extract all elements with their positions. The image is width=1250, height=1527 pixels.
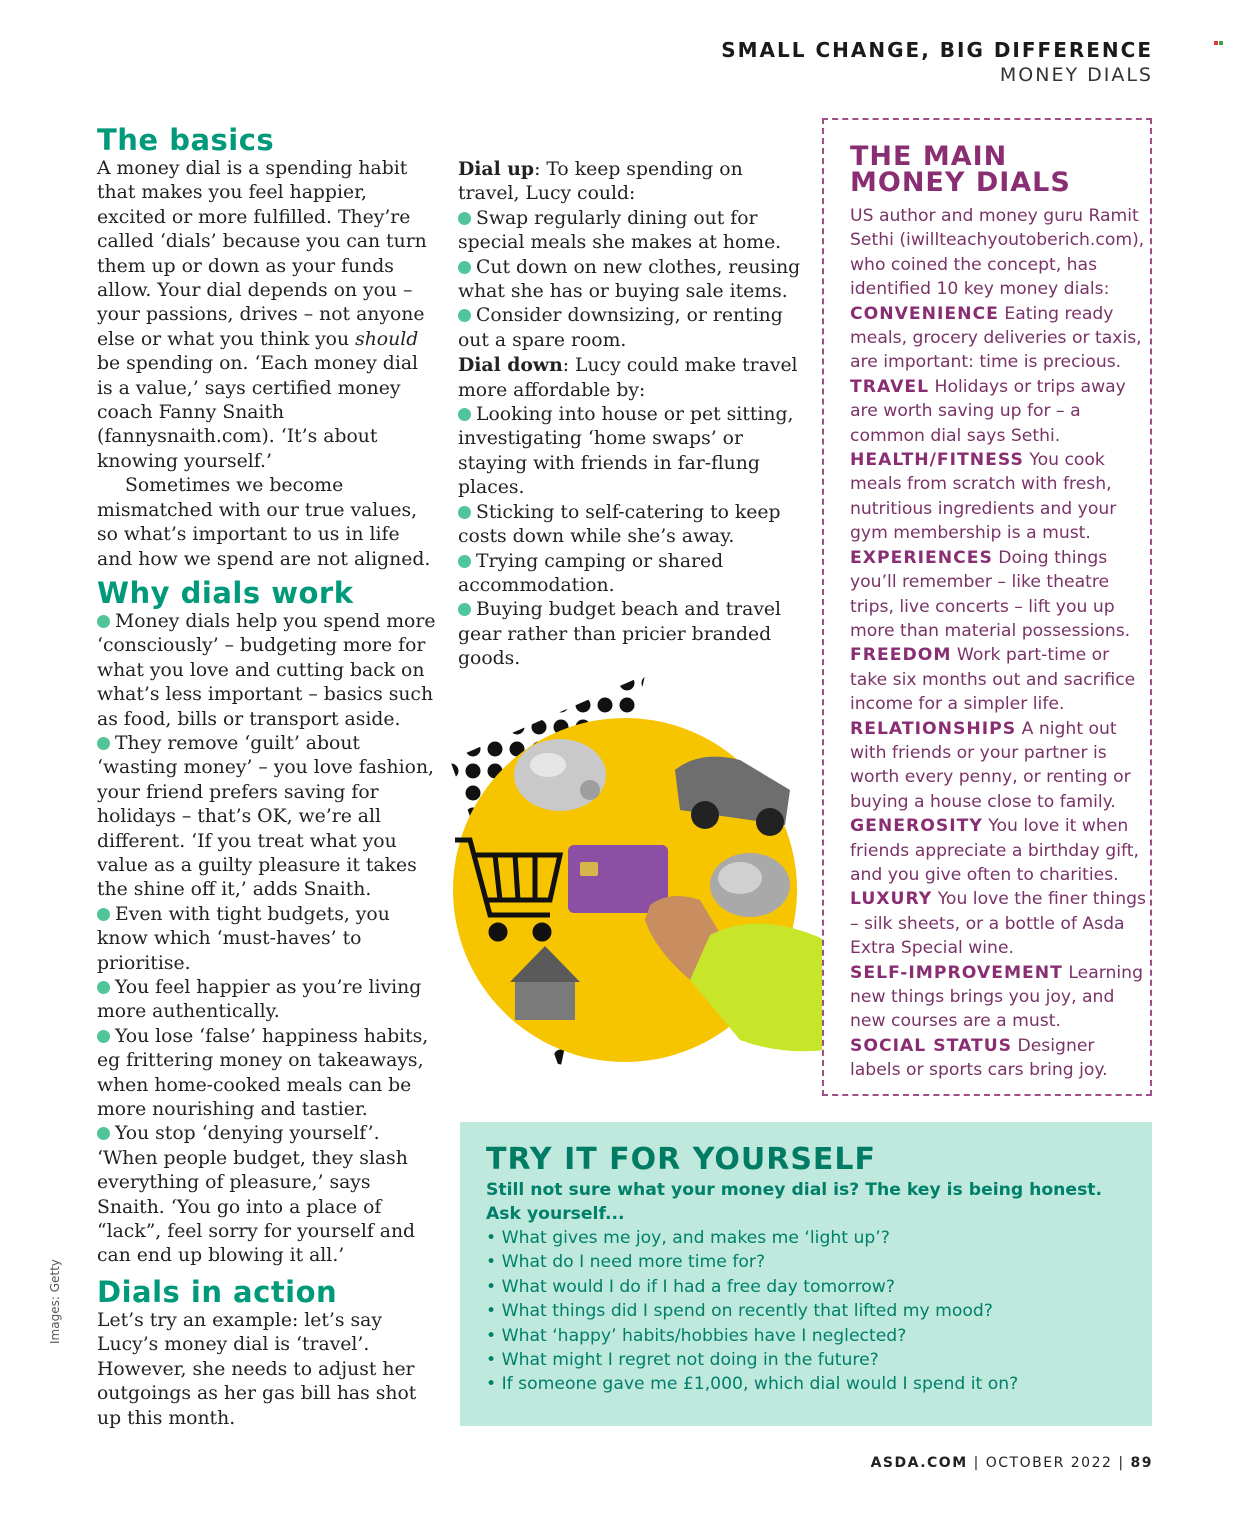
why-item-text: They remove ‘guilt’ about ‘wasting money’ – you love fashion, your friend prefers saving for holidays – that’s OK, we’re all different. ‘If you treat what you value as a guilty pleasure it takes the shine off it,’ adds Snaith. xyxy=(97,732,435,901)
dial-down-item-text: Looking into house or pet sitting, investigating ‘home swaps’ or staying with friends in far-flung places. xyxy=(458,404,794,499)
footer-separator: | xyxy=(967,1455,986,1471)
why-item xyxy=(97,1025,437,1123)
sidebar-title-line-2: MONEY DIALS xyxy=(850,167,1071,198)
sidebar-title xyxy=(850,141,1150,198)
dial-description: Designer labels or sports cars bring joy. xyxy=(850,1035,1108,1081)
bullet-dot xyxy=(458,309,471,322)
question-item: • What gives me joy, and makes me ‘light up’? xyxy=(486,1228,890,1248)
payment-card-icon xyxy=(568,845,668,913)
dial-entry xyxy=(850,1034,1150,1083)
bullet-dot xyxy=(458,506,471,519)
dial-down-item xyxy=(458,550,803,599)
dial-entry xyxy=(850,448,1150,546)
dial-up-item xyxy=(458,207,803,256)
dial-down-item xyxy=(458,403,803,501)
dial-description: Learning new things brings you joy, and new courses are a must. xyxy=(850,962,1143,1032)
dial-down-item-text: Trying camping or shared accommodation. xyxy=(458,550,724,596)
page-footer xyxy=(871,1455,1153,1471)
dial-down-item xyxy=(458,501,803,550)
why-item xyxy=(97,976,437,1025)
basics-p1-part-b: be spending on. ‘Each money dial is a value,’ says certified money coach Fanny Snaith (fannysnaith.com). ‘It’s about knowing yourself.’ xyxy=(97,353,419,472)
why-item-text: You stop ‘denying yourself’. ‘When people budget, they slash everything of pleasure,’ says Snaith. ‘You go into a place of “lack”, feel sorry for yourself and can end up blowing it all.’ xyxy=(97,1123,416,1267)
try-it-intro: Still not sure what your money dial is? The key is being honest. Ask yourself... xyxy=(486,1180,1103,1225)
color-dots-mark xyxy=(1214,30,1224,38)
dial-up-label: Dial up xyxy=(458,158,535,180)
basics-p1-emphasis: should xyxy=(355,328,419,350)
dial-name: SELF-IMPROVEMENT xyxy=(850,962,1063,983)
try-it-title: TRY IT FOR YOURSELF xyxy=(486,1142,877,1177)
dial-entry xyxy=(850,717,1150,815)
footer-separator: | xyxy=(1112,1455,1131,1471)
footer-date: OCTOBER 2022 xyxy=(985,1455,1113,1471)
dial-entry xyxy=(850,302,1150,375)
why-item xyxy=(97,610,437,732)
dial-description: Holidays or trips away are worth saving up for – a common dial says Sethi. xyxy=(850,376,1126,446)
dial-entry xyxy=(850,961,1150,1034)
bullet-dot xyxy=(97,908,110,921)
header-subtitle: MONEY DIALS xyxy=(999,64,1153,86)
why-item-text: You feel happier as you’re living more authentically. xyxy=(97,977,422,1023)
why-heading: Why dials work xyxy=(97,575,354,610)
dial-name: TRAVEL xyxy=(850,376,930,397)
main-money-dials-box xyxy=(822,118,1152,1096)
dial-description: You love the finer things – silk sheets, or a bottle of Asda Extra Special wine. xyxy=(850,889,1146,959)
question-item: • What things did I spend on recently that lifted my mood? xyxy=(486,1301,993,1322)
bullet-dot xyxy=(458,408,471,421)
try-it-question-list xyxy=(486,1226,1018,1397)
dial-up-item xyxy=(458,256,803,305)
footer-site: ASDA.COM xyxy=(870,1455,968,1471)
dial-entry xyxy=(850,375,1150,448)
why-item-text: You lose ‘false’ happiness habits, eg frittering money on takeaways, when home-cooked meals can be more nourishing and tastier. xyxy=(97,1025,429,1121)
dial-entry xyxy=(850,643,1150,716)
dial-up-item xyxy=(458,304,803,353)
dial-entry xyxy=(850,887,1150,960)
dial-name: RELATIONSHIPS xyxy=(850,718,1017,739)
bullet-dot xyxy=(458,261,471,274)
bullet-dot xyxy=(97,981,110,994)
dial-down-item-text: Sticking to self-catering to keep costs down while she’s away. xyxy=(458,501,781,548)
basics-p1-part-a: A money dial is a spending habit that makes you feel happier, excited or more fulfilled. They’re called ‘dials’ because you can turn them up or down as your funds allow. Your dial depends on you – your passions, drives – not anyone else or what you think you xyxy=(97,158,427,350)
question-item: • What ‘happy’ habits/hobbies have I neglected? xyxy=(486,1325,907,1346)
question-item: • What might I regret not doing in the future? xyxy=(486,1350,879,1371)
try-it-box xyxy=(460,1122,1152,1426)
dial-name: SOCIAL STATUS xyxy=(850,1035,1013,1056)
bullet-dot xyxy=(458,212,471,225)
basics-paragraph-2: Sometimes we become mismatched with our true values, so what’s important to us in life and how we spend are not aligned. xyxy=(97,475,431,570)
sidebar-intro: US author and money guru Ramit Sethi (iwillteachyoutoberich.com), who coined the concept, has identified 10 key money dials: xyxy=(850,206,1145,300)
bullet-dot xyxy=(97,737,110,750)
dial-description: Work part-time or take six months out and sacrifice income for a simpler life. xyxy=(850,645,1136,715)
dial-down-label: Dial down xyxy=(458,354,563,377)
dial-up-intro xyxy=(458,157,803,207)
dial-down-item-text: Buying budget beach and travel gear rather than pricier branded goods. xyxy=(458,599,782,670)
basics-heading: The basics xyxy=(97,123,275,157)
action-paragraph: Let’s try an example: let’s say Lucy’s money dial is ‘travel’. However, she needs to adjust her outgoings as her gas bill has shot up this month. xyxy=(97,1309,417,1429)
dial-name: EXPERIENCES xyxy=(850,547,993,568)
dial-up-item-text: Swap regularly dining out for special meals she makes at home. xyxy=(458,207,782,254)
header-title: SMALL CHANGE, BIG DIFFERENCE xyxy=(721,38,1153,62)
dial-name: HEALTH/FITNESS xyxy=(850,450,1024,471)
bullet-dot xyxy=(97,1030,110,1043)
question-item: • What do I need more time for? xyxy=(486,1252,766,1273)
dial-entry xyxy=(850,546,1150,644)
basics-paragraph-1 xyxy=(97,157,437,474)
bullet-dot xyxy=(97,615,110,628)
dial-description: Eating ready meals, grocery deliveries or taxis, are important: time is precious. xyxy=(850,303,1142,373)
money-collage-illustration xyxy=(440,650,825,1070)
action-heading: Dials in action xyxy=(97,1274,338,1309)
dial-description: Doing things you’ll remember – like theatre trips, live concerts – lift you up more than material possessions. xyxy=(850,547,1131,641)
question-item: • If someone gave me £1,000, which dial would I spend it on? xyxy=(486,1374,1019,1395)
dial-down-text: : Lucy could make travel more affordable by: xyxy=(458,355,798,401)
dial-up-text: : To keep spending on travel, Lucy could: xyxy=(458,159,743,205)
dial-name: LUXURY xyxy=(850,889,933,910)
why-item-text: Even with tight budgets, you know which ‘must-haves’ to prioritise. xyxy=(97,903,390,974)
dial-name: CONVENIENCE xyxy=(850,303,999,324)
dial-description: A night out with friends or your partner is worth every penny, or renting or buying a house close to family. xyxy=(850,718,1131,812)
bullet-dot xyxy=(458,555,471,568)
why-item-text: Money dials help you spend more ‘consciously’ – budgeting more for what you love and cutting back on what’s less important – basics such as food, bills or transport aside. xyxy=(97,610,436,730)
dial-description: You love it when friends appreciate a birthday gift, and you give often to charities. xyxy=(850,816,1139,885)
question-item: • What would I do if I had a free day tomorrow? xyxy=(486,1276,895,1297)
bullet-dot xyxy=(458,603,471,616)
dial-description: You cook meals from scratch with fresh, nutritious ingredients and your gym membership is a must. xyxy=(850,450,1117,544)
dial-entry xyxy=(850,814,1150,887)
sidebar-title-line-1: THE MAIN xyxy=(850,141,1008,172)
dial-up-item-text: Cut down on new clothes, reusing what she has or buying sale items. xyxy=(458,256,801,303)
coins-pile-icon xyxy=(710,853,790,917)
why-item xyxy=(97,1122,437,1268)
page-number: 89 xyxy=(1130,1455,1153,1471)
dial-down-intro xyxy=(458,353,803,403)
why-item xyxy=(97,903,437,976)
dial-name: GENEROSITY xyxy=(850,816,983,837)
left-column xyxy=(97,123,437,1431)
piggy-bank-icon xyxy=(514,739,606,811)
middle-column xyxy=(458,157,803,672)
bullet-dot xyxy=(97,1127,110,1140)
why-item xyxy=(97,732,437,903)
dial-name: FREEDOM xyxy=(850,645,952,666)
image-credit: Images: Getty xyxy=(48,1259,62,1344)
dial-up-item-text: Consider downsizing, or renting out a spare room. xyxy=(458,305,783,351)
